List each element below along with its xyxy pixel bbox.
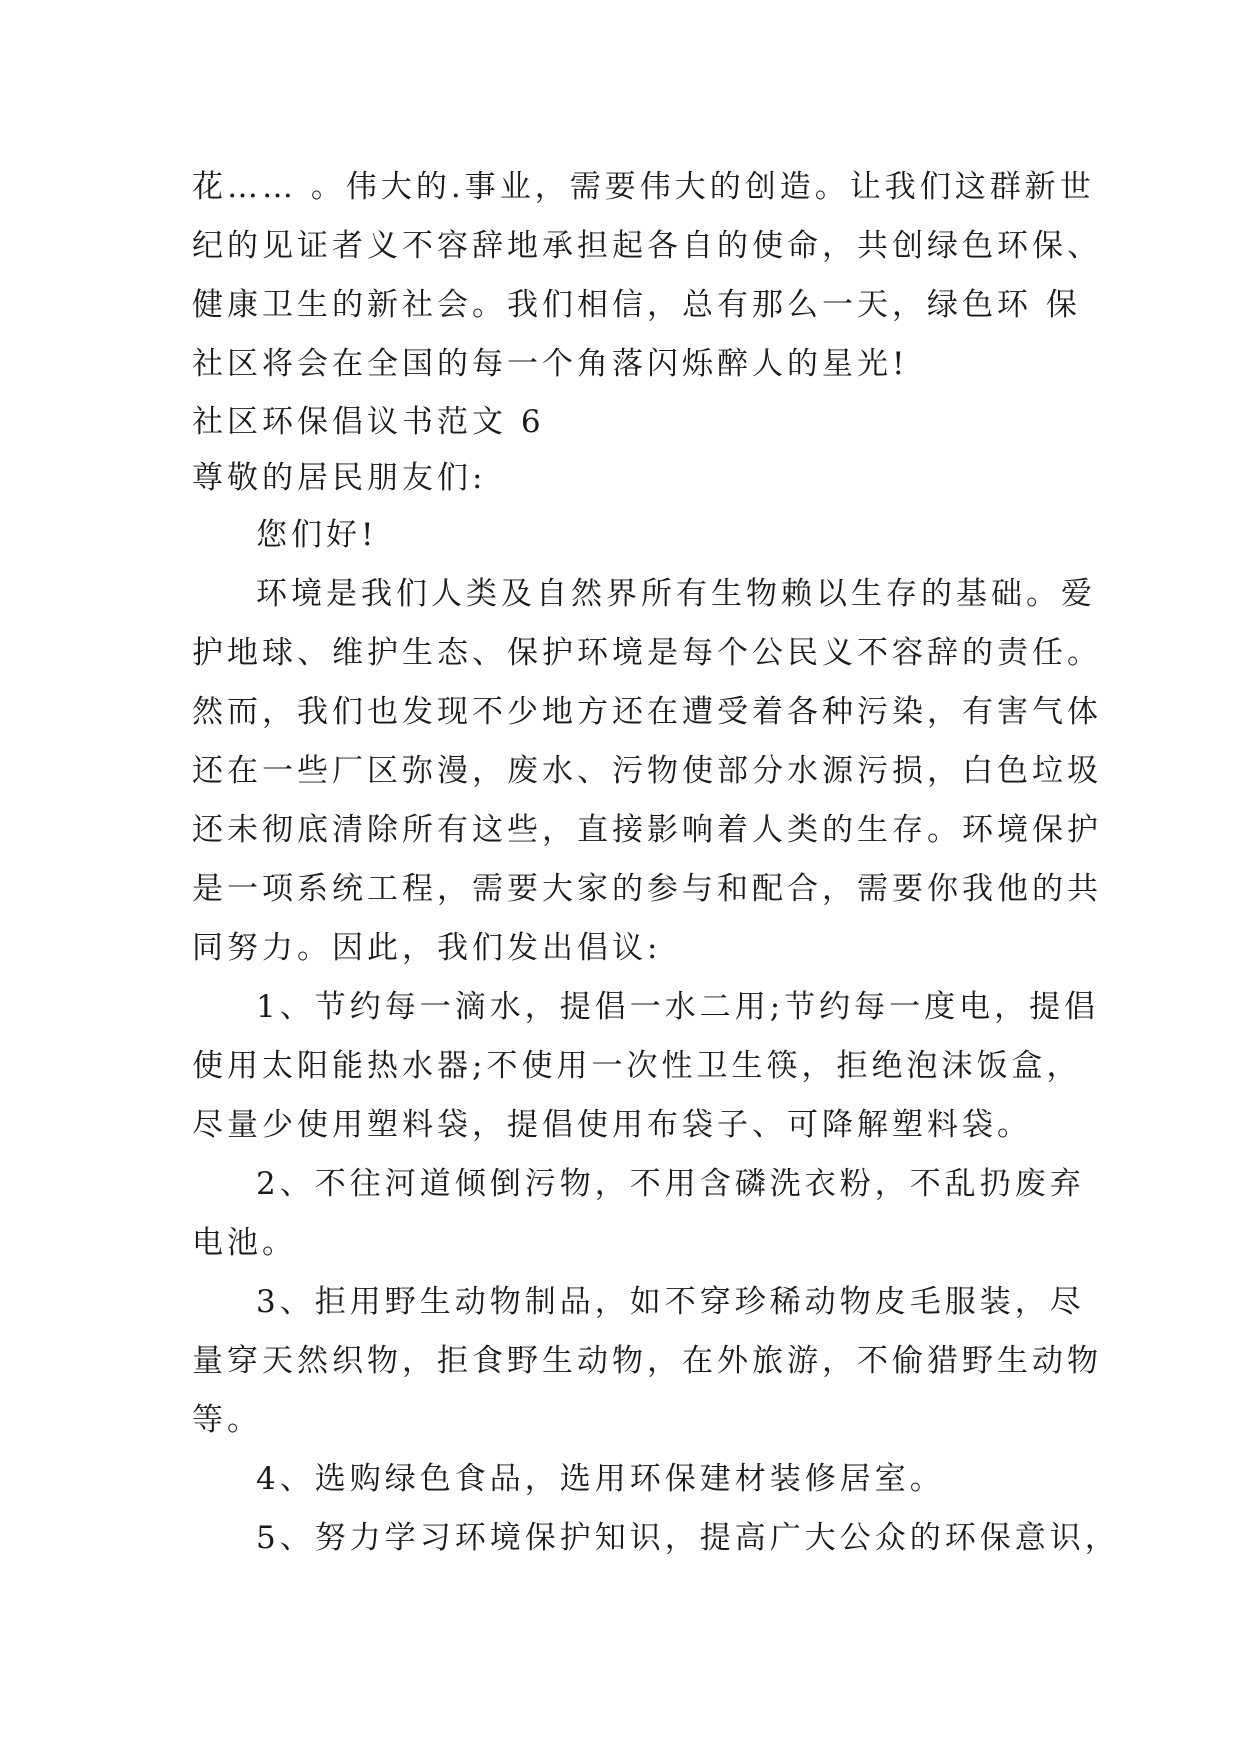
section-heading: 社区环保倡议书范文 6 bbox=[192, 404, 545, 440]
text-line: 花…… 。伟大的.事业，需要伟大的创造。让我们这群新世 bbox=[192, 169, 1095, 205]
proposal-item-3 bbox=[192, 1273, 1102, 1450]
text-line: 社区将会在全国的每一个角落闪烁醉人的星光! bbox=[192, 346, 909, 382]
text-line: 还在一些厂区弥漫，废水、污物使部分水源污损，白色垃圾 bbox=[192, 753, 1102, 789]
text-line: 1、节约每一滴水，提倡一水二用;节约每一度电，提倡 bbox=[256, 989, 1100, 1025]
document-body bbox=[192, 158, 1120, 1568]
text-line: 还未彻底清除所有这些，直接影响着人类的生存。环境保护 bbox=[192, 812, 1102, 848]
text-line: 使用太阳能热水器;不使用一次性卫生筷，拒绝泡沫饭盒， bbox=[192, 1048, 1082, 1084]
paragraph-continued bbox=[192, 158, 1102, 394]
text-line: 健康卫生的新社会。我们相信，总有那么一天，绿色环 保 bbox=[192, 287, 1081, 323]
text-line: 5、努力学习环境保护知识，提高广大公众的环保意识， bbox=[256, 1520, 1120, 1556]
text-line: 然而，我们也发现不少地方还在遭受着各种污染，有害气体 bbox=[192, 694, 1102, 730]
proposal-item-2 bbox=[192, 1155, 1085, 1273]
salutation: 尊敬的居民朋友们: bbox=[192, 460, 487, 496]
text-line: 电池。 bbox=[192, 1225, 297, 1261]
intro-paragraph bbox=[192, 565, 1102, 978]
text-line: 环境是我们人类及自然界所有生物赖以生存的基础。爱 bbox=[256, 576, 1096, 612]
text-line: 尽量少使用塑料袋，提倡使用布袋子、可降解塑料袋。 bbox=[192, 1107, 1032, 1143]
text-line: 护地球、维护生态、保护环境是每个公民义不容辞的责任。 bbox=[192, 635, 1102, 671]
text-line: 同努力。因此，我们发出倡议: bbox=[192, 930, 662, 966]
text-line: 是一项系统工程，需要大家的参与和配合，需要你我他的共 bbox=[192, 871, 1102, 907]
greeting: 您们好! bbox=[256, 517, 378, 553]
proposal-item-5 bbox=[192, 1509, 1120, 1568]
text-line: 纪的见证者义不容辞地承担起各自的使命，共创绿色环保、 bbox=[192, 228, 1102, 264]
text-line: 4、选购绿色食品，选用环保建材装修居室。 bbox=[256, 1461, 945, 1497]
text-line: 2、不往河道倾倒污物，不用含磷洗衣粉，不乱扔废弃 bbox=[256, 1166, 1085, 1202]
text-line: 3、拒用野生动物制品，如不穿珍稀动物皮毛服装，尽 bbox=[256, 1284, 1085, 1320]
text-line: 等。 bbox=[192, 1402, 262, 1438]
text-line: 量穿天然织物，拒食野生动物，在外旅游，不偷猎野生动物 bbox=[192, 1343, 1102, 1379]
proposal-item-4 bbox=[192, 1450, 1072, 1509]
proposal-item-1 bbox=[192, 978, 1100, 1155]
